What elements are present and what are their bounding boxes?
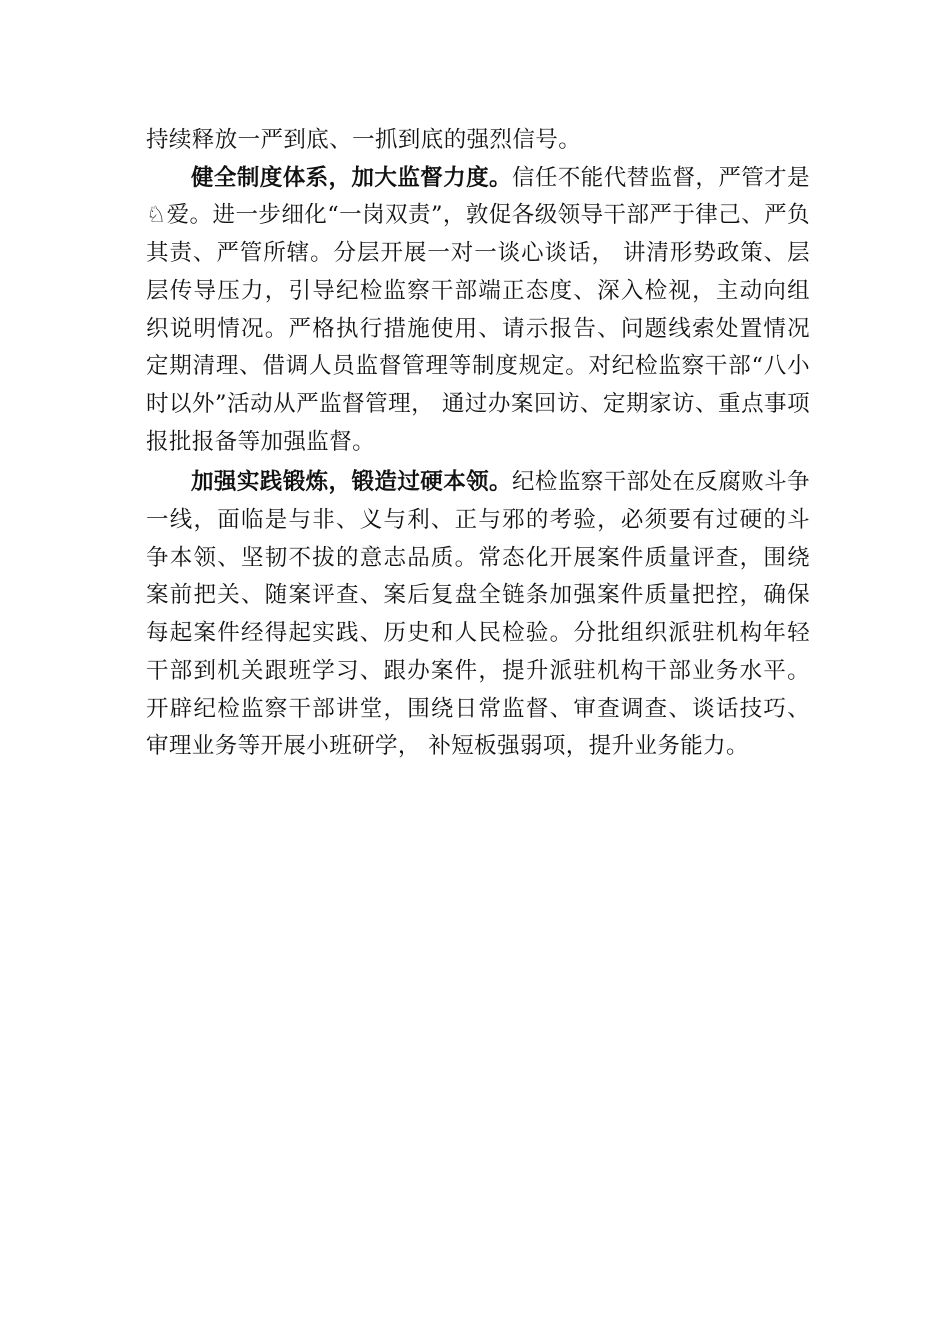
paragraph-lead: 健全制度体系，加大监督力度。 [191,164,512,191]
paragraph-body: 纪检监察干部处在反腐败斗争一线，面临是与非、义与利、正与邪的考验，必须要有过硬的斗争本领、坚韧不拔的意志品质。常态化开展案件质量评查，围绕案前把关、随案评查、案后复盘全链条加强案件质量把控，确保每起案件经得起实践、历史和人民检验。分批组织派驻机构年轻干部到机关跟班学习、跟办案件，提升派驻机构干部业务水平。开辟纪检监察干部讲堂，围绕日常监督、审查调查、谈话技巧、审理业务等开展小班研学， 补短板强弱项，提升业务能力。 [146,469,811,760]
document-body [146,122,810,766]
paragraph-practice [146,464,810,766]
paragraph-lead: 加强实践锻炼，锻造过硬本领。 [191,469,512,496]
continuation-paragraph [146,122,810,160]
paragraph-supervision [146,160,810,462]
paragraph-body: 信任不能代替监督，严管才是♘爱。进一步细化“一岗双责”，敦促各级领导干部严于律己、严负其责、严管所辖。分层开展一对一谈心谈话， 讲清形势政策、层层传导压力，引导纪检监察干部端正态度、深入检视，主动向组织说明情况。严格执行措施使用、请示报告、问题线索处置情况定期清理、借调人员监督管理等制度规定。对纪检监察干部“八小时以外”活动从严监督管理， 通过办案回访、定期家访、重点事项报批报备等加强监督。 [146,164,811,455]
continuation-text: 持续释放一严到底、一抓到底的强烈信号。 [146,127,582,153]
